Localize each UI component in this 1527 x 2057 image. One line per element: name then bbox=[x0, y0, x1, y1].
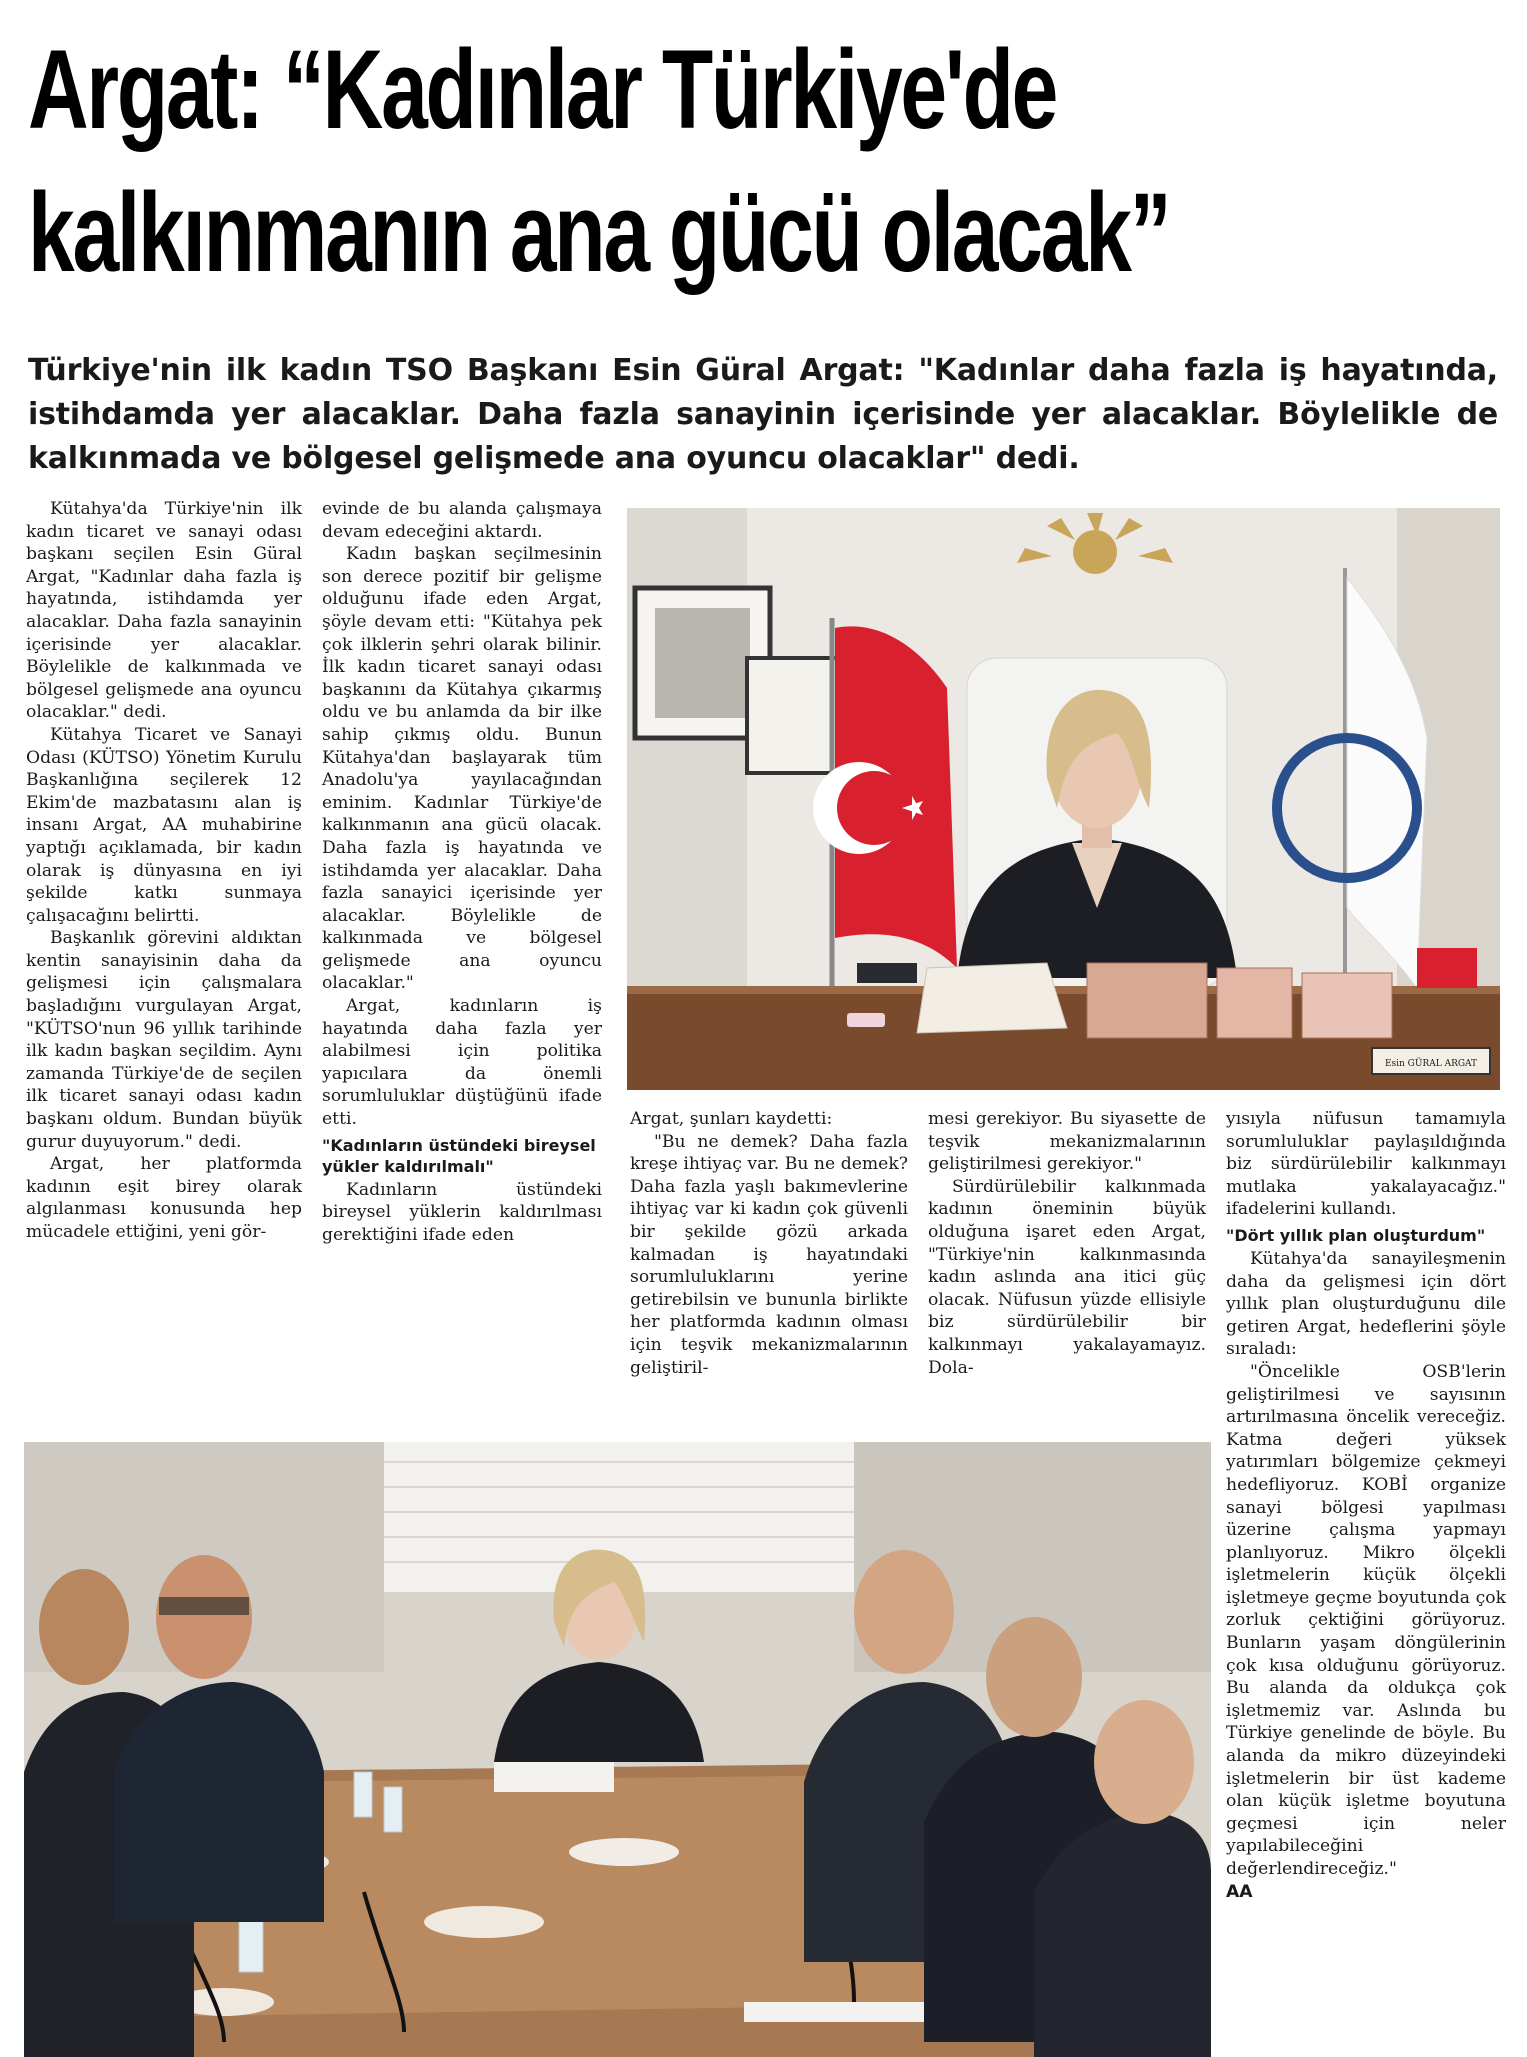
paragraph: "Öncelikle OSB'lerin geliştirilmesi ve sayısının artırılmasına öncelik vereceğiz. Katma değeri yüksek yatırımları bölgemize çekmeyi hedefliyoruz. KOBİ organize sanayi bölgesi yapılması üzerine çalışma yapmayı planlıyoruz. Mikro ölçekli işletmelerin küçük ölçekli işletmeye geçme boyutunda çok zorluk çektiğini görüyoruz. Bunların yaşam döngülerinin çok kısa olduğunu görüyoruz. Bu alanda da oldukça çok işletmemiz var. Aslında bu Türkiye genelinde de böyle. Bu alanda da mikro düzeyindeki işletmelerin bir üst kademe olan küçük işletme boyutuna geçmesi için neler yapılabileceğini değerlendireceğiz." bbox=[1226, 1361, 1506, 1879]
section-subheading: "Dört yıllık plan oluşturdum" bbox=[1226, 1225, 1486, 1245]
paragraph: Başkanlık görevini aldıktan kentin sanayisinin daha da gelişmesi için çalışmalara başladığını vurgulayan Argat, "KÜTSO'nun 96 yıllık tarihinde ilk kadın başkan seçildim. Aynı zamanda Türkiye'de de seçilen ilk ticaret sanayi odası kadın başkanı oldum. Bundan büyük gurur duyuyorum." dedi. bbox=[26, 928, 302, 1152]
paragraph: evinde de bu alanda çalışmaya devam edeceğini aktardı. bbox=[322, 499, 602, 542]
paragraph: Argat, her platformda kadının eşit birey olarak algılanması konusunda hep mücadele ettiğini, yeni gör- bbox=[26, 1154, 302, 1242]
paragraph: Kadın başkan seçilmesinin son derece pozitif bir gelişme olduğunu ifade eden Argat, şöyle devam etti: "Kütahya pek çok ilklerin şehri olarak bilinir. İlk kadın ticaret sanayi odası başkanını da Kütahya çıkarmış oldu ve bu anlamda da bir ilke sahip çıkmış oldu. Bunun Kütahya'dan başlayarak tüm Anadolu'ya yayılacağından eminim. Kadınlar Türkiye'de kalkınmanın ana gücü olacak. Daha fazla iş hayatında ve istihdamda yer alacaklar. Daha fazla sanayici içerisinde yer alacaklar. Böylelikle de kalkınmada ve bölgesel gelişmede ana oyuncu olacaklar." bbox=[322, 544, 602, 994]
nameplate-text: Esin GÜRAL ARGAT bbox=[1384, 1059, 1478, 1069]
article-column-5 bbox=[1226, 1108, 1506, 1903]
paragraph: Sürdürülebilir kalkınmada kadının öneminin büyük olduğuna işaret eden Argat, "Türkiye'nin kalkınmasında kadın aslında ana itici güç olacak. Nüfusun yüzde ellisiyle biz sürdürülebilir bir kalkınmayı yakalayamayız. Dola- bbox=[928, 1176, 1206, 1378]
paragraph: Argat, kadınların iş hayatında daha fazla yer alabilmesi için politika yapıcılara da önemli sorumluluklar düştüğünü ifade etti. bbox=[322, 996, 602, 1130]
paragraph: Argat, şunları kaydetti: bbox=[630, 1109, 833, 1129]
paragraph: mesi gerekiyor. Bu siyasette de teşvik mekanizmalarının geliştirilmesi gerekiyor." bbox=[928, 1109, 1206, 1175]
paragraph: Kütahya'da sanayileşmenin daha da gelişmesi için dört yıllık plan oluşturduğunu dile getiren Argat, hedeflerini şöyle sıraladı: bbox=[1226, 1248, 1506, 1360]
paragraph: Kütahya Ticaret ve Sanayi Odası (KÜTSO) Yönetim Kurulu Başkanlığına seçilerek 12 Ekim'de mazbatasını alan iş insanı Argat, AA muhabirine yaptığı açıklamada, bir kadın olarak iş dünyasına en iyi şekilde katkı sunmaya çalışacağını belirtti. bbox=[26, 724, 302, 926]
paragraph: yısıyla nüfusun tamamıyla sorumluluklar paylaşıldığında biz sürdürülebilir kalkınmayı mutlaka yakalayacağız." ifadelerini kullandı. bbox=[1226, 1109, 1506, 1220]
headline-line-1: Argat: “Kadınlar Türkiye'de bbox=[28, 27, 1057, 152]
article-column-2 bbox=[322, 498, 602, 1246]
paragraph: "Bu ne demek? Daha fazla kreşe ihtiyaç var. Bu ne demek? Daha fazla yaşlı bakımevlerine ihtiyaç var ki kadın çok güvenli bir şekilde gözü arkada kalmadan iş hayatındaki sorumluluklarını yerine getirebilsin ve bununla birlikte her platformda kadının olması için teşvik mekanizmalarının geliştiril- bbox=[630, 1131, 908, 1378]
photo-argat-illustration bbox=[627, 508, 1500, 1090]
section-subheading: "Kadınların üstündeki bireysel yükler kaldırılmalı" bbox=[322, 1135, 596, 1176]
photo-meeting-illustration bbox=[24, 1442, 1211, 2057]
article-column-1 bbox=[26, 498, 302, 1244]
subheadline: Türkiye'nin ilk kadın TSO Başkanı Esin Güral Argat: "Kadınlar daha fazla iş hayatında, istihdamda yer alacaklar. Daha fazla sanayinin içerisinde yer alacaklar. Böylelikle de kalkınmada ve bölgesel gelişmede ana oyuncu olacaklar" dedi. bbox=[28, 353, 1498, 476]
headline-line-2: kalkınmanın ana gücü olacak” bbox=[28, 170, 1170, 295]
article-column-4 bbox=[928, 1108, 1206, 1379]
photo-argat-at-desk bbox=[627, 508, 1500, 1090]
headline bbox=[28, 18, 1170, 304]
article-column-3 bbox=[630, 1108, 908, 1379]
paragraph: Kütahya'da Türkiye'nin ilk kadın ticaret ve sanayi odası başkanı seçilen Esin Güral Argat, "Kadınlar daha fazla iş hayatında, istihdamda yer alacaklar. Daha fazla sanayinin içerisinde yer alacaklar. Böylelikle de kalkınmada ve bölgesel gelişmede ana oyuncu olacaklar." dedi. bbox=[26, 499, 302, 723]
paragraph: Kadınların üstündeki bireysel yüklerin kaldırılması gerektiğini ifade eden bbox=[322, 1179, 602, 1245]
photo-meeting bbox=[24, 1442, 1211, 2057]
byline-agency: AA bbox=[1226, 1881, 1253, 1902]
